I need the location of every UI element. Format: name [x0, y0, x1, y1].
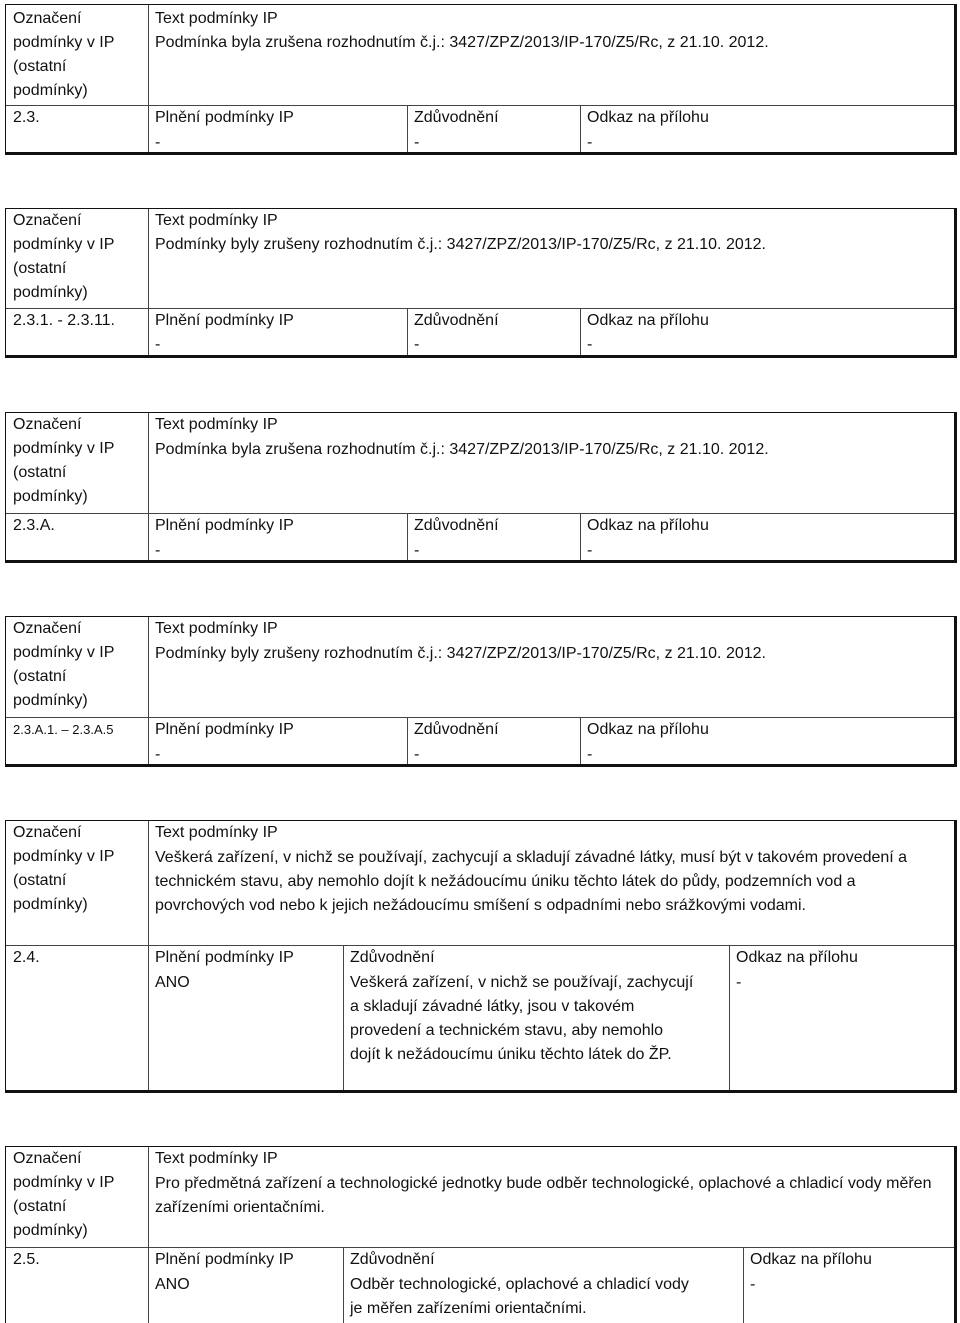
attachment-value: - — [587, 542, 593, 559]
label-cell — [6, 1147, 148, 1247]
fulfillment-header: Plnění podmínky IP — [155, 721, 294, 738]
fulfillment-row — [6, 105, 954, 152]
fulfillment-value: - — [155, 542, 161, 559]
condition-row — [6, 1147, 954, 1247]
label-cell — [6, 5, 148, 105]
attachment-cell — [729, 946, 954, 1090]
condition-row — [6, 413, 954, 513]
condition-table-2-4 — [5, 820, 957, 1093]
fulfillment-row — [6, 1247, 954, 1323]
label-conditions: podmínky) — [13, 82, 88, 99]
text-condition-header: Text podmínky IP — [155, 10, 278, 27]
fulfillment-cell — [148, 514, 407, 560]
fulfillment-cell — [148, 309, 407, 355]
fulfillment-row — [6, 717, 954, 764]
fulfillment-header: Plnění podmínky IP — [155, 109, 294, 126]
justification-value: Odběr technologické, oplachové a chladicí vody je měřen zařízeními orientačními. — [350, 1276, 689, 1317]
label-designation: Označení — [13, 212, 82, 229]
justification-header: Zdůvodnění — [414, 517, 499, 534]
label-condition-in-ip: podmínky v IP — [13, 440, 115, 457]
label-designation: Označení — [13, 10, 82, 27]
label-other: (ostatní — [13, 872, 67, 889]
fulfillment-cell — [148, 718, 407, 764]
condition-text: Podmínky byly zrušeny rozhodnutím č.j.: 3427/ZPZ/2013/IP-170/Z5/Rc, z 21.10. 2012. — [155, 645, 766, 662]
attachment-cell — [580, 514, 954, 560]
condition-table-2-5 — [5, 1146, 957, 1323]
justification-value: Veškerá zařízení, v nichž se používají, zachycují a skladují závadné látky, jsou v takovém provedení a technickém stavu, aby nemohlo dojít k nežádoucímu úniku těchto látek do ŽP. — [350, 974, 694, 1063]
justification-cell — [407, 718, 580, 764]
fulfillment-value: ANO — [155, 974, 190, 991]
fulfillment-value: - — [155, 336, 161, 353]
attachment-header: Odkaz na přílohu — [736, 949, 858, 966]
justification-header: Zdůvodnění — [414, 109, 499, 126]
justification-value: - — [414, 134, 420, 151]
number-cell — [6, 309, 148, 355]
attachment-cell — [580, 718, 954, 764]
text-condition-header: Text podmínky IP — [155, 212, 278, 229]
number-cell — [6, 718, 148, 764]
condition-text: Podmínka byla zrušena rozhodnutím č.j.: 3427/ZPZ/2013/IP-170/Z5/Rc, z 21.10. 2012. — [155, 441, 769, 458]
label-cell — [6, 617, 148, 717]
condition-row — [6, 821, 954, 945]
number-cell — [6, 946, 148, 1090]
text-cell — [148, 413, 954, 513]
text-cell — [148, 617, 954, 717]
attachment-header: Odkaz na přílohu — [587, 109, 709, 126]
attachment-value: - — [587, 336, 593, 353]
justification-cell — [407, 514, 580, 560]
condition-number: 2.3. — [13, 109, 40, 126]
condition-row — [6, 5, 954, 105]
fulfillment-cell — [148, 1248, 343, 1323]
text-cell — [148, 1147, 954, 1247]
condition-number: 2.3.A. — [13, 517, 55, 534]
attachment-cell — [580, 309, 954, 355]
label-other: (ostatní — [13, 260, 67, 277]
justification-header: Zdůvodnění — [414, 721, 499, 738]
number-cell — [6, 106, 148, 152]
justification-header: Zdůvodnění — [414, 312, 499, 329]
justification-value: - — [414, 542, 420, 559]
fulfillment-value: - — [155, 134, 161, 151]
label-other: (ostatní — [13, 58, 67, 75]
condition-table-2-3-a — [5, 412, 957, 563]
label-designation: Označení — [13, 1150, 82, 1167]
fulfillment-row — [6, 513, 954, 560]
label-conditions: podmínky) — [13, 1222, 88, 1239]
text-cell — [148, 5, 954, 105]
fulfillment-header: Plnění podmínky IP — [155, 949, 294, 966]
label-condition-in-ip: podmínky v IP — [13, 236, 115, 253]
justification-cell — [343, 1248, 743, 1323]
condition-number: 2.4. — [13, 949, 40, 966]
text-cell — [148, 821, 954, 945]
attachment-value: - — [587, 746, 593, 763]
text-cell — [148, 209, 954, 308]
label-designation: Označení — [13, 824, 82, 841]
attachment-header: Odkaz na přílohu — [587, 312, 709, 329]
label-other: (ostatní — [13, 1198, 67, 1215]
text-condition-header: Text podmínky IP — [155, 620, 278, 637]
text-condition-header: Text podmínky IP — [155, 824, 278, 841]
label-condition-in-ip: podmínky v IP — [13, 644, 115, 661]
label-cell — [6, 413, 148, 513]
fulfillment-value: - — [155, 746, 161, 763]
label-other: (ostatní — [13, 668, 67, 685]
label-conditions: podmínky) — [13, 896, 88, 913]
label-designation: Označení — [13, 416, 82, 433]
justification-cell — [407, 309, 580, 355]
label-condition-in-ip: podmínky v IP — [13, 34, 115, 51]
condition-number: 2.3.A.1. – 2.3.A.5 — [13, 722, 114, 737]
justification-value: - — [414, 746, 420, 763]
label-condition-in-ip: podmínky v IP — [13, 848, 115, 865]
fulfillment-header: Plnění podmínky IP — [155, 1251, 294, 1268]
condition-table-2-3-a-1 — [5, 616, 957, 767]
attachment-value: - — [750, 1276, 756, 1293]
condition-text: Podmínky byly zrušeny rozhodnutím č.j.: 3427/ZPZ/2013/IP-170/Z5/Rc, z 21.10. 2012. — [155, 236, 766, 253]
fulfillment-value: ANO — [155, 1276, 190, 1293]
number-cell — [6, 514, 148, 560]
fulfillment-row — [6, 945, 954, 1090]
fulfillment-row — [6, 308, 954, 355]
condition-text: Veškerá zařízení, v nichž se používají, zachycují a skladují závadné látky, musí být v takovém provedení a technickém stavu, aby nemohlo dojít k nežádoucímu úniku těchto látek do půdy, podzemních vod a povrchových vod nebo k jejich nežádoucímu smíšení s odpadními nebo srážkovými vodami. — [155, 849, 908, 914]
justification-header: Zdůvodnění — [350, 1251, 435, 1268]
label-condition-in-ip: podmínky v IP — [13, 1174, 115, 1191]
condition-text: Podmínka byla zrušena rozhodnutím č.j.: 3427/ZPZ/2013/IP-170/Z5/Rc, z 21.10. 2012. — [155, 34, 769, 51]
justification-cell — [343, 946, 729, 1090]
condition-row — [6, 209, 954, 308]
text-condition-header: Text podmínky IP — [155, 416, 278, 433]
attachment-header: Odkaz na přílohu — [587, 517, 709, 534]
condition-table-2-3 — [5, 4, 957, 155]
condition-number: 2.3.1. - 2.3.11. — [13, 312, 115, 329]
attachment-value: - — [736, 974, 742, 991]
attachment-cell — [580, 106, 954, 152]
attachment-value: - — [587, 134, 593, 151]
condition-row — [6, 617, 954, 717]
label-designation: Označení — [13, 620, 82, 637]
label-other: (ostatní — [13, 464, 67, 481]
condition-text: Pro předmětná zařízení a technologické jednotky bude odběr technologické, oplachové a chladicí vody měřen zařízeními orientačními. — [155, 1175, 932, 1216]
label-conditions: podmínky) — [13, 284, 88, 301]
attachment-cell — [743, 1248, 954, 1323]
justification-header: Zdůvodnění — [350, 949, 435, 966]
attachment-header: Odkaz na přílohu — [750, 1251, 872, 1268]
label-conditions: podmínky) — [13, 692, 88, 709]
fulfillment-cell — [148, 106, 407, 152]
label-conditions: podmínky) — [13, 488, 88, 505]
attachment-header: Odkaz na přílohu — [587, 721, 709, 738]
justification-cell — [407, 106, 580, 152]
fulfillment-cell — [148, 946, 343, 1090]
text-condition-header: Text podmínky IP — [155, 1150, 278, 1167]
number-cell — [6, 1248, 148, 1323]
fulfillment-header: Plnění podmínky IP — [155, 312, 294, 329]
label-cell — [6, 821, 148, 945]
fulfillment-header: Plnění podmínky IP — [155, 517, 294, 534]
condition-table-2-3-1 — [5, 208, 957, 358]
condition-number: 2.5. — [13, 1251, 40, 1268]
label-cell — [6, 209, 148, 308]
justification-value: - — [414, 336, 420, 353]
